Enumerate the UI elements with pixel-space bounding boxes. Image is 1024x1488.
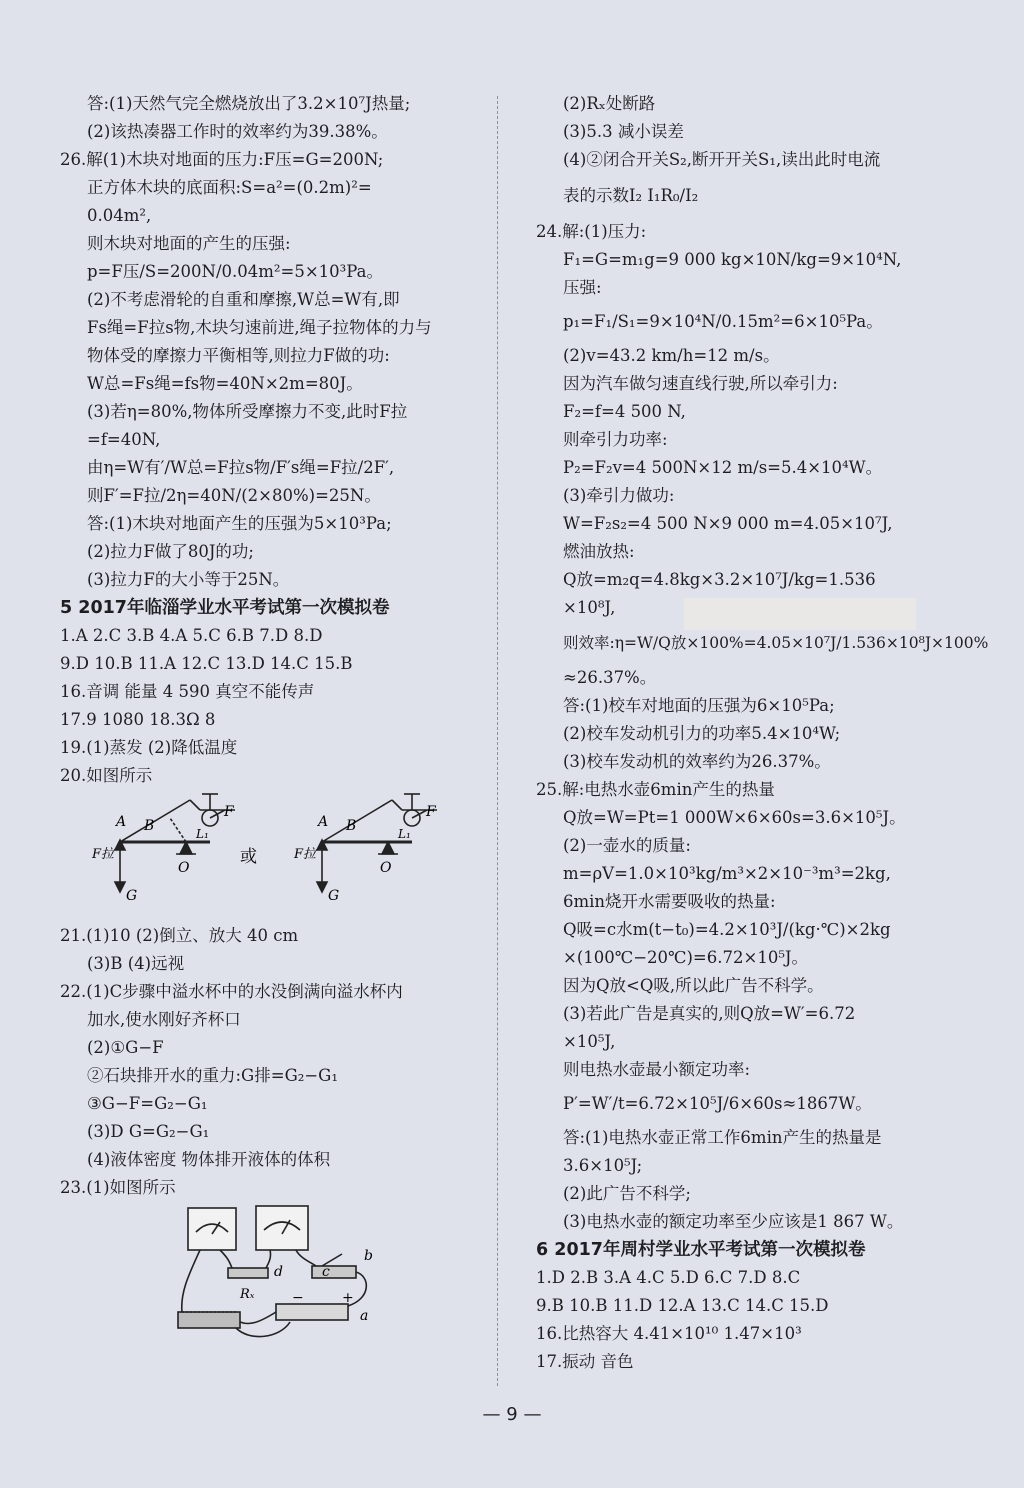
text-line: ≈26.37%。 — [563, 668, 657, 687]
answer-line: (4)液体密度 物体排开液体的体积 — [87, 1150, 331, 1169]
formula-line: Q吸=c水m(t−t₀)=4.2×10³J/(kg·℃)×2kg — [563, 920, 891, 939]
text-line: (3)牵引力做功: — [563, 486, 675, 505]
text-line: (3)电热水壶的额定功率至少应该是1 867 W。 — [563, 1212, 904, 1231]
circuit-diagram — [60, 1202, 480, 1352]
label-f-pull-2: F拉 — [294, 847, 317, 862]
text-line: 正方体木块的底面积:S=a²=(0.2m)²= — [87, 178, 372, 197]
label-o-2: O — [380, 860, 392, 876]
formula-line: F₁=G=m₁g=9 000 kg×10N/kg=9×10⁴N, — [563, 250, 902, 269]
answer-line: 1.D 2.B 3.A 4.C 5.D 6.C 7.D 8.C — [536, 1268, 801, 1287]
label-rx: Rₓ — [240, 1287, 255, 1302]
text-line: 则牵引力功率: — [563, 430, 668, 449]
text-line: =f=40N, — [87, 430, 161, 449]
formula-line: Q放=W=Pt=1 000W×6×60s=3.6×10⁵J。 — [563, 808, 906, 827]
section-heading: 5 2017年临淄学业水平考试第一次模拟卷 — [60, 598, 390, 618]
page-number: — 9 — — [482, 1404, 542, 1425]
label-l1-2: L₁ — [398, 827, 411, 841]
label-c: c — [322, 1264, 330, 1280]
text-line: 则电热水壶最小额定功率: — [563, 1060, 751, 1079]
label-a: A — [116, 814, 127, 830]
section-heading: 6 2017年周村学业水平考试第一次模拟卷 — [536, 1240, 866, 1260]
label-b: b — [364, 1248, 373, 1264]
text-line: 6min烧开水需要吸收的热量: — [563, 892, 776, 911]
formula-line: P′=W′/t=6.72×10⁵J/6×60s≈1867W。 — [563, 1094, 872, 1113]
formula-line: W总=Fs绳=fs物=40N×2m=80J。 — [87, 374, 363, 393]
lever-figure — [60, 790, 480, 922]
formula-line: ×10⁵J, — [563, 1032, 616, 1051]
label-b: B — [144, 818, 155, 834]
voltmeter — [188, 1208, 236, 1250]
formula-line: 表的示数I₂ I₁R₀/I₂ — [563, 186, 699, 205]
label-f-2: F — [426, 804, 436, 820]
right-column — [536, 90, 989, 1376]
text-line: (2)不考虑滑轮的自重和摩擦,W总=W有,即 — [87, 290, 400, 309]
formula-line: p₁=F₁/S₁=9×10⁴N/0.15m²=6×10⁵Pa。 — [563, 312, 883, 331]
answer-line: 20.如图所示 — [60, 766, 153, 785]
answer-line: 9.B 10.B 11.D 12.A 13.C 14.C 15.D — [536, 1296, 829, 1315]
lever-diagram-2 — [317, 794, 437, 892]
lever-diagram — [60, 790, 480, 922]
formula-line: ×10⁸J, — [563, 598, 616, 617]
text-line: (2)该热凑器工作时的效率约为39.38%。 — [87, 122, 388, 141]
circuit-figure — [60, 1202, 480, 1352]
label-f-pull: F拉 — [92, 847, 115, 862]
text-line: 压强: — [563, 278, 602, 297]
answer-line: (2)①G−F — [87, 1038, 164, 1057]
text-line: 3.6×10⁵J; — [563, 1156, 643, 1175]
column-divider — [497, 96, 498, 1386]
answer-line: 17.振动 音色 — [536, 1352, 634, 1371]
label-l1: L₁ — [196, 827, 209, 841]
ammeter — [256, 1206, 308, 1250]
answer-line: (3)D G=G₂−G₁ — [87, 1122, 210, 1141]
text-line: (2)v=43.2 km/h=12 m/s。 — [563, 346, 780, 365]
text-line: 答:(1)木块对地面产生的压强为5×10³Pa; — [87, 514, 392, 533]
text-line: (2)Rₓ处断路 — [563, 94, 656, 113]
label-g-2: G — [328, 888, 340, 904]
text-line: (3)若η=80%,物体所受摩擦力不变,此时F拉 — [87, 402, 408, 421]
answer-line: 1.A 2.C 3.B 4.A 5.C 6.B 7.D 8.D — [60, 626, 323, 645]
text-line: 则木块对地面的产生的压强: — [87, 234, 291, 253]
formula-line: ×(100℃−20℃)=6.72×10⁵J。 — [563, 948, 809, 967]
resistor-rx — [228, 1268, 268, 1278]
formula-line: m=ρV=1.0×10³kg/m³×2×10⁻³m³=2kg, — [563, 864, 891, 883]
battery — [276, 1304, 348, 1320]
answer-line: 16.比热容大 4.41×10¹⁰ 1.47×10³ — [536, 1324, 802, 1343]
text-line: (3)拉力F的大小等于25N。 — [87, 570, 290, 589]
answer-line: 23.(1)如图所示 — [60, 1178, 176, 1197]
label-minus: − — [292, 1290, 304, 1306]
answer-line: ②石块排开水的重力:G排=G₂−G₁ — [87, 1066, 338, 1085]
text-line: (3)校车发动机的效率约为26.37%。 — [563, 752, 831, 771]
label-a-2: A — [318, 814, 329, 830]
rheostat — [178, 1312, 240, 1328]
text-line: (2)拉力F做了80J的功; — [87, 542, 254, 561]
text-line: 25.解:电热水壶6min产生的热量 — [536, 780, 775, 799]
conjunction-or: 或 — [240, 847, 257, 867]
left-column — [60, 90, 480, 1352]
text-line: 24.解:(1)压力: — [536, 222, 647, 241]
answer-line: 9.D 10.B 11.A 12.C 13.D 14.C 15.B — [60, 654, 353, 673]
text-line: 答:(1)校车对地面的压强为6×10⁵Pa; — [563, 696, 835, 715]
text-line: (3)5.3 减小误差 — [563, 122, 684, 141]
formula-line: Q放=m₂q=4.8kg×3.2×10⁷J/kg=1.536 — [563, 570, 876, 589]
lever-diagram-1 — [115, 794, 235, 892]
label-o: O — [178, 860, 190, 876]
redaction-patch — [684, 598, 916, 630]
formula-line: 由η=W有′/W总=F拉s物/F′s绳=F拉/2F′, — [87, 458, 395, 477]
formula-line: 则F′=F拉/2η=40N/(2×80%)=25N。 — [87, 486, 381, 505]
formula-line: p=F压/S=200N/0.04m²=5×10³Pa。 — [87, 262, 383, 281]
text-line: 燃油放热: — [563, 542, 635, 561]
text-line: 答:(1)电热水壶正常工作6min产生的热量是 — [563, 1128, 882, 1147]
label-b-2: B — [346, 818, 357, 834]
answer-line: 21.(1)10 (2)倒立、放大 40 cm — [60, 926, 299, 945]
answer-line: 16.音调 能量 4 590 真空不能传声 — [60, 682, 315, 701]
formula-line: W=F₂s₂=4 500 N×9 000 m=4.05×10⁷J, — [563, 514, 893, 533]
text-line: Fs绳=F拉s物,木块匀速前进,绳子拉物体的力与 — [87, 318, 432, 337]
switch — [312, 1266, 356, 1278]
text-line: 因为Q放<Q吸,所以此广告不科学。 — [563, 976, 824, 995]
answer-line: 19.(1)蒸发 (2)降低温度 — [60, 738, 238, 757]
answer-line: 22.(1)C步骤中溢水杯中的水没倒满向溢水杯内 — [60, 982, 403, 1001]
answer-line: ③G−F=G₂−G₁ — [87, 1094, 208, 1113]
text-line: (4)②闭合开关S₂,断开开关S₁,读出此时电流 — [563, 150, 881, 169]
text-line: (3)若此广告是真实的,则Q放=W′=6.72 — [563, 1004, 856, 1023]
label-g: G — [126, 888, 138, 904]
label-f: F — [224, 804, 234, 820]
text-line: 0.04m², — [87, 206, 152, 225]
formula-line: F₂=f=4 500 N, — [563, 402, 686, 421]
label-a: a — [360, 1308, 369, 1324]
formula-line: 则效率:η=W/Q放×100%=4.05×10⁷J/1.536×10⁸J×100% — [563, 634, 989, 652]
text-line: 答:(1)天然气完全燃烧放出了3.2×10⁷J热量; — [87, 94, 411, 113]
answer-line: 加水,使水刚好齐杯口 — [87, 1010, 241, 1029]
formula-line: P₂=F₂v=4 500N×12 m/s=5.4×10⁴W。 — [563, 458, 883, 477]
text-line: 因为汽车做匀速直线行驶,所以牵引力: — [563, 374, 838, 393]
label-d: d — [274, 1264, 283, 1280]
text-line: 物体受的摩擦力平衡相等,则拉力F做的功: — [87, 346, 390, 365]
text-line: 26.解(1)木块对地面的压力:F压=G=200N; — [60, 150, 384, 169]
text-line: (2)一壶水的质量: — [563, 836, 691, 855]
answer-line: (3)B (4)远视 — [87, 954, 185, 973]
answer-line: 17.9 1080 18.3Ω 8 — [60, 710, 216, 729]
text-line: (2)此广告不科学; — [563, 1184, 691, 1203]
label-plus: + — [342, 1290, 354, 1306]
text-line: (2)校车发动机引力的功率5.4×10⁴W; — [563, 724, 841, 743]
